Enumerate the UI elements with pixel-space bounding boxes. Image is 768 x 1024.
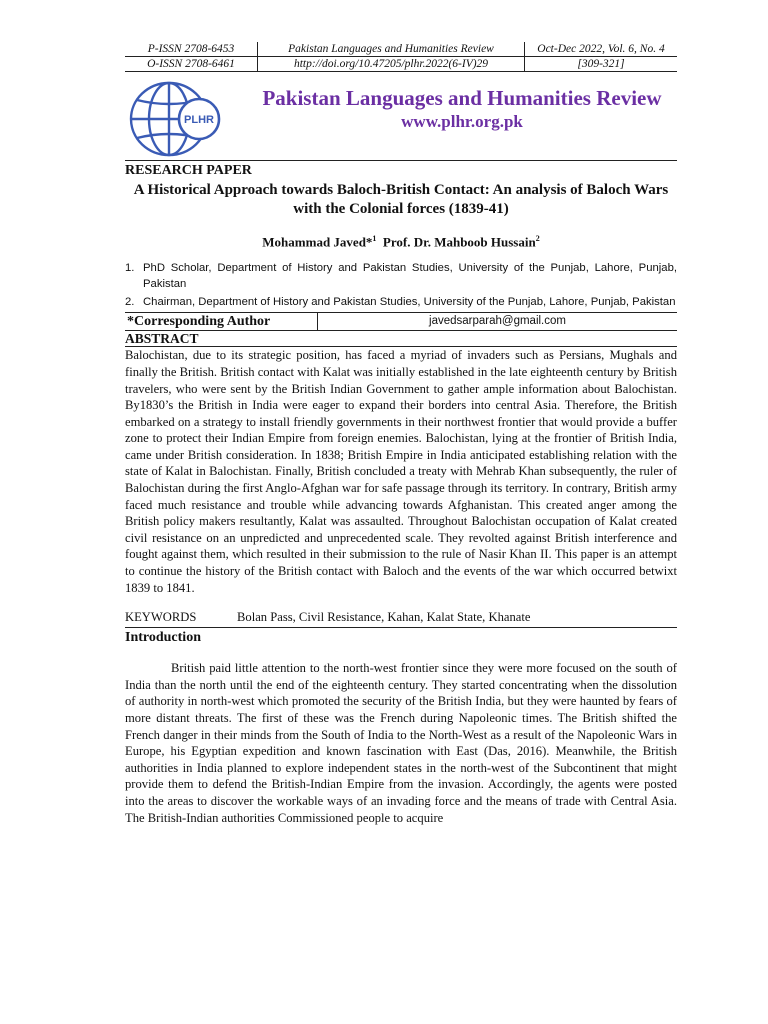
abstract-text: Balochistan, due to its strategic position, has faced a myriad of invaders such as Persians, Mughals and finally the British. British contact with Kalat was initially established in the late eighteenth century by British travelers, who were sent by the British Indian Government to gather ample information about Balochistan. By1830’s the British in India were eager to expand their borders into central Asia. Therefore, the British embarked on a strategy to install friendly governments in their northwest frontier that would provide a buffer zone to protect their Indian Empire from foreign enemies. Balochistan, lying at the frontier of British India, came under British consideration. In 1838; British Empire in India anticipated establishing relation with the state of Kalat in Balochistan. Finally, British concluded a treaty with Mehrab Khan subsequently, the ruler of Balochistan during the first Anglo-Afghan war for safe passage through its territory. In contrary, British army faced much resistance and trouble while advancing towards Afghanistan. This created anger among the British policy makers resultantly, Kalat was assaulted. Throughout Balochistan occupation of Kalat created civil resistance on an unpredicted and unprecedented scale. They revolted against British interference and fought against them, which resulted in their submission to the rule of Nasir Khan II. This paper is an attempt to continue the history of the British contact with Baloch and the events of the war which occurred betwixt 1839 to 1841.	[125, 348, 677, 595]
abstract-heading: ABSTRACT	[125, 331, 677, 347]
pissn: P-ISSN 2708-6453	[125, 42, 258, 57]
issue-info: Oct-Dec 2022, Vol. 6, No. 4	[525, 42, 678, 57]
introduction-paragraph: British paid little attention to the north-west frontier since they were more focused on the south of India than the north until the end of the eighteenth century. They started concentrating when the dissolution of authority in north-west which promoted the security of the British India, but they were haunted by fears of more distant threats. The first of these was the French during Napoleonic times. The British shifted the French danger in their minds from the South of India to the North-West as a result of the Napoleonic Wars in Europe, his Egyptian expedition and known fascination with East (Das, 2016). Meanwhile, the British authorities in India planned to explore independent states in the north-west of the Subcontinent that might provide them to defend the British-Indian Empire from the invasion. Accordingly, the agents were posted into the areas to discover the workable ways of an invading force and the means of trade with Central Asia. The British-Indian authorities Commissioned people to acquire	[125, 661, 677, 825]
doi-link[interactable]: http://doi.org/10.47205/plhr.2022(6-IV)29	[258, 57, 525, 72]
affiliation-number: 1.	[125, 262, 135, 275]
affiliation-number: 2.	[125, 296, 135, 309]
plhr-globe-logo	[125, 80, 221, 158]
keywords-label: KEYWORDS	[125, 610, 197, 625]
journal-title: Pakistan Languages and Humanities Review	[262, 86, 662, 110]
author-2: Prof. Dr. Mahboob Hussain	[382, 234, 536, 250]
oissn: O-ISSN 2708-6461	[125, 57, 258, 72]
author-line	[125, 231, 677, 250]
author-1-sup: 1	[372, 234, 377, 243]
affiliation-text: PhD Scholar, Department of History and Pakistan Studies, University of the Punjab, Lahore, Punjab, Pakistan	[143, 262, 677, 291]
header-divider	[125, 160, 677, 161]
corresponding-author-table	[125, 312, 677, 331]
introduction-heading: Introduction	[125, 630, 201, 646]
corresponding-email[interactable]: javedsarparah@gmail.com	[318, 313, 678, 331]
keywords-list: Bolan Pass, Civil Resistance, Kahan, Kalat State, Khanate	[237, 610, 531, 625]
corresponding-label: *Corresponding Author	[125, 313, 318, 331]
affiliation-item	[125, 294, 677, 310]
affiliations-list	[125, 260, 677, 310]
keywords-row	[125, 610, 677, 628]
issn-table	[125, 42, 677, 72]
affiliation-text: Chairman, Department of History and Pakistan Studies, University of the Punjab, Lahore, Punjab, Pakistan	[143, 296, 676, 309]
journal-masthead	[125, 78, 677, 160]
paper-title: A Historical Approach towards Baloch-British Contact: An analysis of Baloch Wars with the Colonial forces (1839-41)	[133, 182, 669, 217]
author-2-sup: 2	[535, 234, 540, 243]
paper-page	[125, 42, 677, 826]
journal-url[interactable]: www.plhr.org.pk	[401, 112, 523, 131]
logo-text: PLHR	[184, 114, 214, 126]
affiliation-item	[125, 260, 677, 292]
journal-short-title: Pakistan Languages and Humanities Review	[258, 42, 525, 57]
paper-type: RESEARCH PAPER	[125, 163, 252, 178]
author-1: Mohammad Javed*	[262, 234, 373, 250]
page-range: [309-321]	[525, 57, 678, 72]
